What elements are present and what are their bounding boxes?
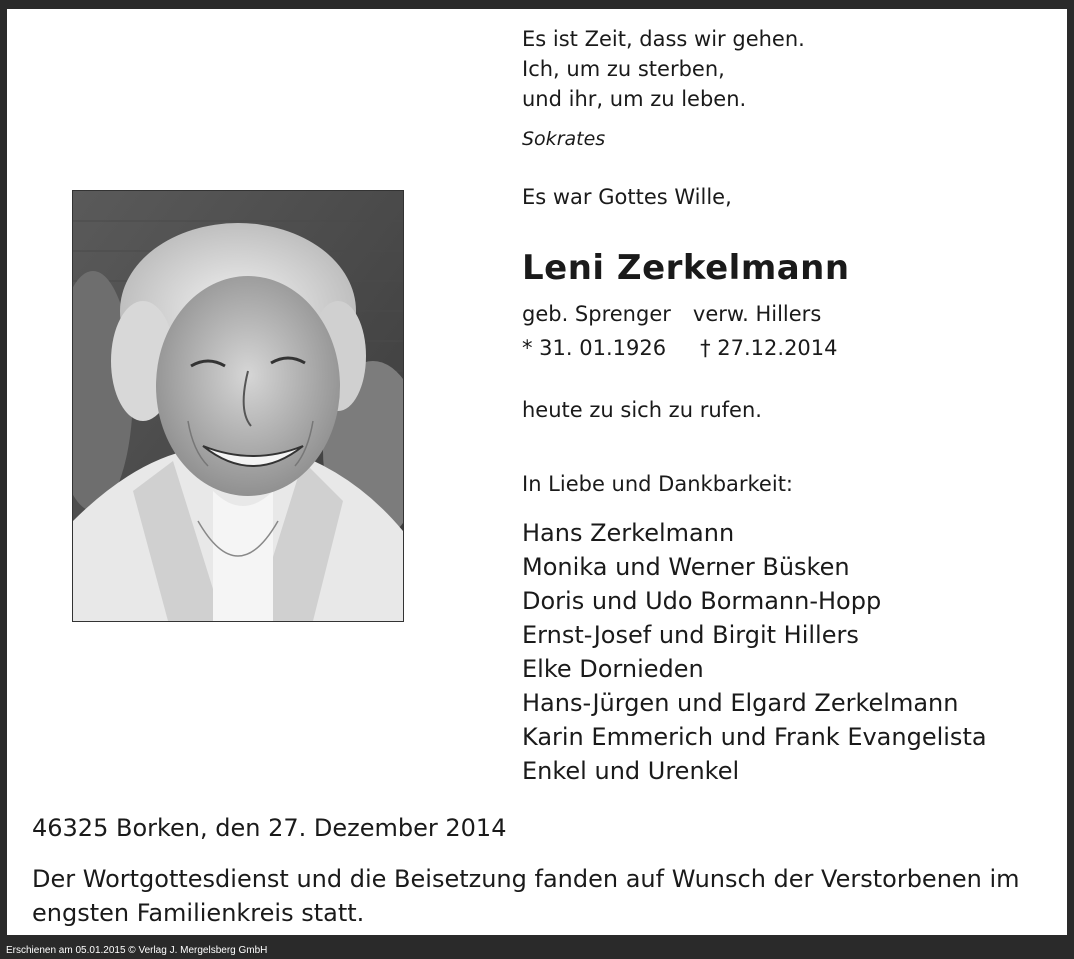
mourner: Hans-Jürgen und Elgard Zerkelmann [522, 689, 959, 717]
place-and-date: 46325 Borken, den 27. Dezember 2014 [32, 814, 507, 842]
thanks-heading: In Liebe und Dankbarkeit: [522, 472, 794, 496]
funeral-notice: Der Wortgottesdienst und die Beisetzung fanden auf Wunsch der Verstorbenen im engsten Familienkreis statt. [32, 865, 1020, 927]
widowed-name: verw. Hillers [692, 302, 822, 326]
birth-date: * 31. 01.1926 [522, 336, 667, 360]
name-details [522, 302, 821, 326]
poem-author: Sokrates [522, 128, 606, 150]
life-dates [522, 336, 838, 360]
mourners-list [522, 516, 987, 788]
deceased-name: Leni Zerkelmann [522, 248, 850, 288]
death-date: † 27.12.2014 [700, 336, 838, 360]
mourner: Monika und Werner Büsken [522, 553, 850, 581]
mourner: Ernst-Josef und Birgit Hillers [522, 621, 859, 649]
mourner: Elke Dornieden [522, 655, 704, 683]
poem [522, 24, 805, 114]
poem-line-2: Ich, um zu sterben, [522, 57, 725, 81]
publication-credit: Erschienen am 05.01.2015 © Verlag J. Mergelsberg GmbH [6, 945, 268, 956]
intro-text: Es war Gottes Wille, [522, 185, 732, 209]
maiden-name: geb. Sprenger [522, 302, 671, 326]
portrait-photo [72, 190, 404, 622]
mourner: Karin Emmerich und Frank Evangelista [522, 723, 987, 751]
mourner: Enkel und Urenkel [522, 757, 740, 785]
poem-line-1: Es ist Zeit, dass wir gehen. [522, 27, 805, 51]
portrait-illustration [73, 191, 403, 621]
mourner: Hans Zerkelmann [522, 519, 735, 547]
poem-line-3: und ihr, um zu leben. [522, 87, 747, 111]
mourner: Doris und Udo Bormann-Hopp [522, 587, 882, 615]
called-home-text: heute zu sich zu rufen. [522, 398, 762, 422]
